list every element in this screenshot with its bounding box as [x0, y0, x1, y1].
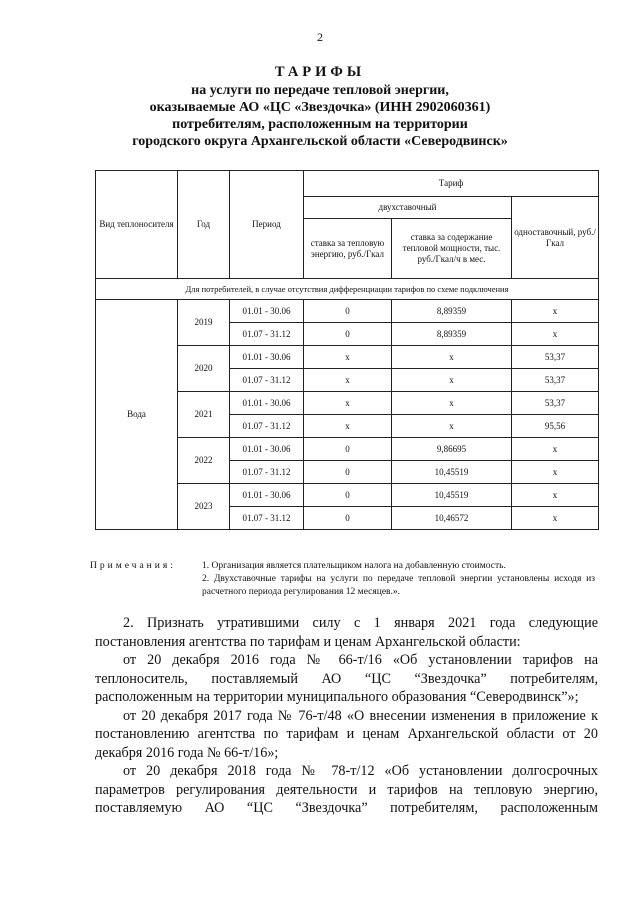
year-cell: 2020 [178, 346, 230, 392]
capacity-cell: х [392, 415, 512, 438]
title-line: оказываемые АО «ЦС «Звездочка» (ИНН 2902060361) [149, 100, 491, 115]
period-cell: 01.07 - 31.12 [230, 415, 304, 438]
energy-cell: х [304, 392, 392, 415]
capacity-cell: 8,89359 [392, 300, 512, 323]
title-line: потребителям, расположенным на территории [172, 117, 468, 132]
paragraph: от 20 декабря 2016 года № 66-т/16 «Об установлении тарифов на теплоноситель, поставляемый АО “ЦС “Звездочка” потребителям, расположенным на территории муниципального образования “Северодвинск”»; [95, 652, 598, 705]
single-cell: 53,37 [512, 369, 599, 392]
energy-cell: 0 [304, 438, 392, 461]
note-item: 1. Организация является плательщиком налога на добавленную стоимость. [202, 561, 506, 571]
title-main: ТАРИФЫ [274, 64, 366, 80]
year-cell: 2019 [178, 300, 230, 346]
energy-cell: 0 [304, 323, 392, 346]
note-item: 2. Двухставочные тарифы на услуги по передаче тепловой энергии установлены исходя из расчетного периода регулирования 12 месяцев.». [202, 574, 595, 597]
capacity-cell: х [392, 346, 512, 369]
table-subheader: Для потребителей, в случае отсутствия дифференциации тарифов по схеме подключения [96, 279, 599, 300]
single-cell: 53,37 [512, 392, 599, 415]
header-year: Год [178, 171, 230, 279]
energy-cell: 0 [304, 507, 392, 530]
page-number: 2 [317, 30, 323, 44]
energy-cell: х [304, 369, 392, 392]
period-cell: 01.07 - 31.12 [230, 507, 304, 530]
tariff-table [95, 170, 599, 530]
year-cell: 2021 [178, 392, 230, 438]
capacity-cell: 10,46572 [392, 507, 512, 530]
period-cell: 01.01 - 30.06 [230, 300, 304, 323]
header-two-part: двухставочный [304, 197, 512, 219]
header-tariff: Тариф [304, 171, 599, 197]
single-cell: х [512, 484, 599, 507]
energy-cell: 0 [304, 484, 392, 507]
carrier-cell: Вода [96, 300, 178, 530]
paragraph: от 20 декабря 2018 года № 78-т/12 «Об установлении долгосрочных параметров регулирования деятельности и тарифов на тепловую энергию, поставляемую АО “ЦС “Звездочка” потребителям, расположенным [95, 763, 598, 816]
year-cell: 2023 [178, 484, 230, 530]
period-cell: 01.01 - 30.06 [230, 484, 304, 507]
single-cell: х [512, 438, 599, 461]
capacity-cell: 9,86695 [392, 438, 512, 461]
paragraph: 2. Признать утратившими силу с 1 января 2021 года следующие постановления агентства по тарифам и ценам Архангельской области: [95, 615, 598, 650]
title-line: городского округа Архангельской области «Северодвинск» [132, 134, 508, 149]
period-cell: 01.01 - 30.06 [230, 438, 304, 461]
year-cell: 2022 [178, 438, 230, 484]
period-cell: 01.07 - 31.12 [230, 461, 304, 484]
paragraph: от 20 декабря 2017 года № 76-т/48 «О внесении изменения в приложение к постановлению агентства по тарифам и ценам Архангельской области от 20 декабря 2016 года № 66-т/16»; [95, 707, 598, 761]
header-rate-energy: ставка за тепловую энергию, руб./Гкал [304, 219, 392, 279]
notes-label: Примечания: [90, 561, 176, 571]
capacity-cell: х [392, 392, 512, 415]
energy-cell: 0 [304, 300, 392, 323]
body-text [95, 614, 598, 818]
period-cell: 01.07 - 31.12 [230, 323, 304, 346]
single-cell: 95,56 [512, 415, 599, 438]
single-cell: х [512, 300, 599, 323]
energy-cell: х [304, 346, 392, 369]
single-cell: х [512, 461, 599, 484]
capacity-cell: х [392, 369, 512, 392]
single-cell: х [512, 507, 599, 530]
header-carrier: Вид теплоносителя [96, 171, 178, 279]
capacity-cell: 10,45519 [392, 461, 512, 484]
period-cell: 01.01 - 30.06 [230, 392, 304, 415]
energy-cell: х [304, 415, 392, 438]
header-single-part: одноставочный, руб./Гкал [512, 197, 599, 279]
period-cell: 01.07 - 31.12 [230, 369, 304, 392]
header-rate-capacity: ставка за содержание тепловой мощности, тыс. руб./Гкал/ч в мес. [392, 219, 512, 279]
single-cell: х [512, 323, 599, 346]
header-period: Период [230, 171, 304, 279]
capacity-cell: 8,89359 [392, 323, 512, 346]
document-title [0, 64, 640, 150]
title-line: на услуги по передаче тепловой энергии, [191, 83, 449, 98]
notes-block [90, 560, 595, 599]
capacity-cell: 10,45519 [392, 484, 512, 507]
period-cell: 01.01 - 30.06 [230, 346, 304, 369]
single-cell: 53,37 [512, 346, 599, 369]
energy-cell: 0 [304, 461, 392, 484]
